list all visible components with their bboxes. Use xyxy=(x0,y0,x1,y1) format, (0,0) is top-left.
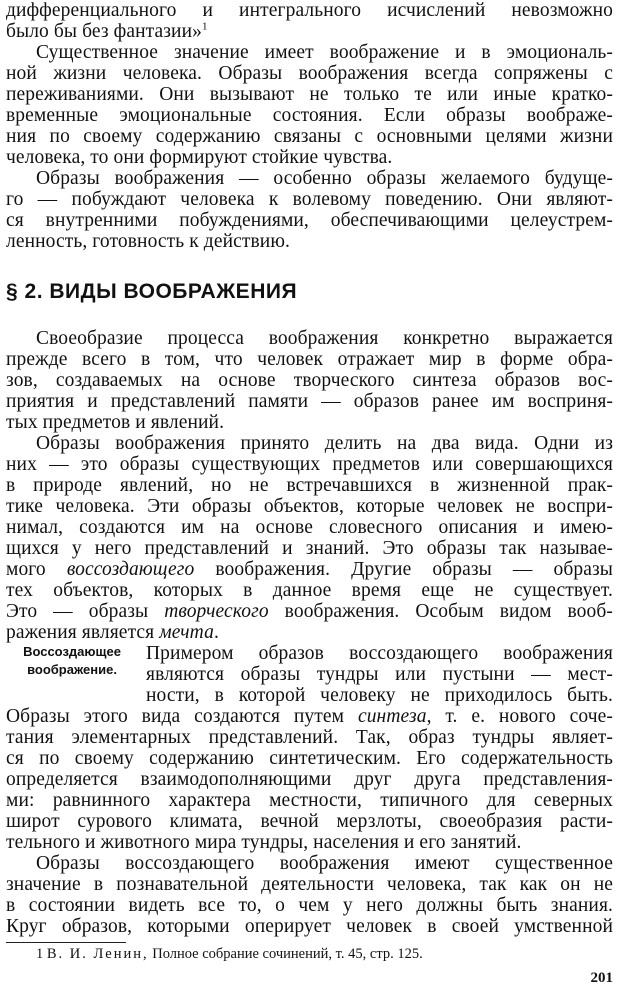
p5-line: ся по своему содержанию синтетическим. Его содержательность xyxy=(6,748,613,769)
p3-line: тых предметов и явлений. xyxy=(6,412,225,433)
p6-line: в состоянии видеть все то, о чем у него должны быть знания. xyxy=(6,895,613,916)
term-synthesis: синтеза xyxy=(357,706,427,727)
p1-line: ния по своему содержанию связаны с основными целями жизни xyxy=(6,126,613,147)
p4-line: тике человека. Эти образы объектов, которые человек не воспри- xyxy=(6,496,613,517)
footnote-text: Полное собрание сочинений, т. 45, стр. 125. xyxy=(152,946,423,962)
p5-line: Примером образов воссоздающего воображения xyxy=(146,643,613,664)
p1-line: временные эмоциональные состояния. Если образы воображе- xyxy=(6,105,613,126)
footnote xyxy=(36,945,423,963)
term-creative: творческого xyxy=(164,601,269,622)
term-recreative: воссоздающего xyxy=(66,559,195,580)
p6-line: значение в познавательной деятельности человека, так как он не xyxy=(6,874,613,895)
p4-line-7b: воображения. Другие образы — образы xyxy=(215,559,613,580)
p3-line: зов, создаваемых на основе творческого синтеза образов вос- xyxy=(6,370,613,391)
p2-line: го — побуждают человека к волевому поведению. Они являют- xyxy=(6,189,613,210)
p4-line-10a: ражения является xyxy=(6,622,155,643)
p4-line-9b: воображения. Особым видом вооб- xyxy=(284,601,613,622)
margin-note-line: воображение. xyxy=(27,662,117,677)
intro-line-2 xyxy=(6,21,613,42)
p3-line: Своеобразие процесса воображения конкретно выражается xyxy=(36,328,613,349)
p5-line xyxy=(6,706,613,727)
p4-line: них — это образы существующих предметов или совершающихся xyxy=(6,454,613,475)
p4-line xyxy=(6,601,613,622)
p1-line: Существенное значение имеет воображение и в эмоциональ- xyxy=(36,42,613,63)
p4-line: нимал, создаются им на основе словесного описания и имею- xyxy=(6,517,613,538)
p5-line-4a: Образы этого вида создаются путем xyxy=(6,706,345,727)
margin-note-line: Воссоздающее xyxy=(23,644,121,659)
p3-line: прежде всего в том, что человек отражает мир в форме обра- xyxy=(6,349,613,370)
p1-line: переживаниями. Они вызывают не только те или иные кратко- xyxy=(6,84,613,105)
p4-line: Образы воображения принято делить на два вида. Одни из xyxy=(36,433,613,454)
p4-line: щихся у него представлений и знаний. Это образы так называе- xyxy=(6,538,613,559)
p4-line-10b: . xyxy=(213,622,219,643)
intro-line-2-text: было бы без фантазии» xyxy=(6,21,202,42)
p6-line: Круг образов, которыми оперирует человек в своей умственной xyxy=(6,916,613,937)
p4-line-7a: мого xyxy=(6,559,46,580)
p3-line: приятия и представлений памяти — образов ранее им восприня- xyxy=(6,391,613,412)
term-dream: мечта xyxy=(159,622,214,643)
section-title: § 2. ВИДЫ ВООБРАЖЕНИЯ xyxy=(6,280,298,303)
page-number: 201 xyxy=(590,970,613,986)
p5-line: тания элементарных представлений. Так, образ тундры являет- xyxy=(6,727,613,748)
p5-line: широт сурового климата, вечной мерзлоты, своеобразия расти- xyxy=(6,811,613,832)
intro-line-1: дифференциального и интегрального исчислений невозможно xyxy=(6,0,613,21)
margin-note xyxy=(6,643,138,679)
p5-line: ности, в которой человеку не приходилось быть. xyxy=(146,685,613,706)
footnote-author: В. И. Ленин, xyxy=(46,946,149,962)
p2-line: ленность, готовность к действию. xyxy=(6,231,290,252)
p2-line: Образы воображения — особенно образы желаемого будуще- xyxy=(36,168,613,189)
p4-line xyxy=(6,559,613,580)
p4-line: тех объектов, которых в данное время еще не существует. xyxy=(6,580,613,601)
p5-line: тельного и животного мира тундры, населения и его занятий. xyxy=(6,832,522,853)
p5-line: являются образы тундры или пустыни — мест- xyxy=(146,664,613,685)
p4-line xyxy=(6,622,613,643)
p1-line: человека, то они формируют стойкие чувства. xyxy=(6,147,393,168)
p5-line: определяется взаимодополняющими друг друга представления- xyxy=(6,769,613,790)
p4-line-9a: Это — образы xyxy=(6,601,149,622)
footnote-ref: 1 xyxy=(201,20,208,33)
p5-line: ми: равнинного характера местности, типичного для северных xyxy=(6,790,613,811)
footnote-rule xyxy=(6,942,126,943)
p4-line: в природе явлений, но не встречавшихся в жизненной прак- xyxy=(6,475,613,496)
p6-line: Образы воссоздающего воображения имеют существенное xyxy=(36,853,613,874)
footnote-mark: 1 xyxy=(36,946,44,962)
p5-line-4b: , т. е. нового соче- xyxy=(426,706,613,727)
p1-line: ной жизни человека. Образы воображения всегда сопряжены с xyxy=(6,63,613,84)
p2-line: ся внутренними побуждениями, обеспечивающими целеустрем- xyxy=(6,210,613,231)
